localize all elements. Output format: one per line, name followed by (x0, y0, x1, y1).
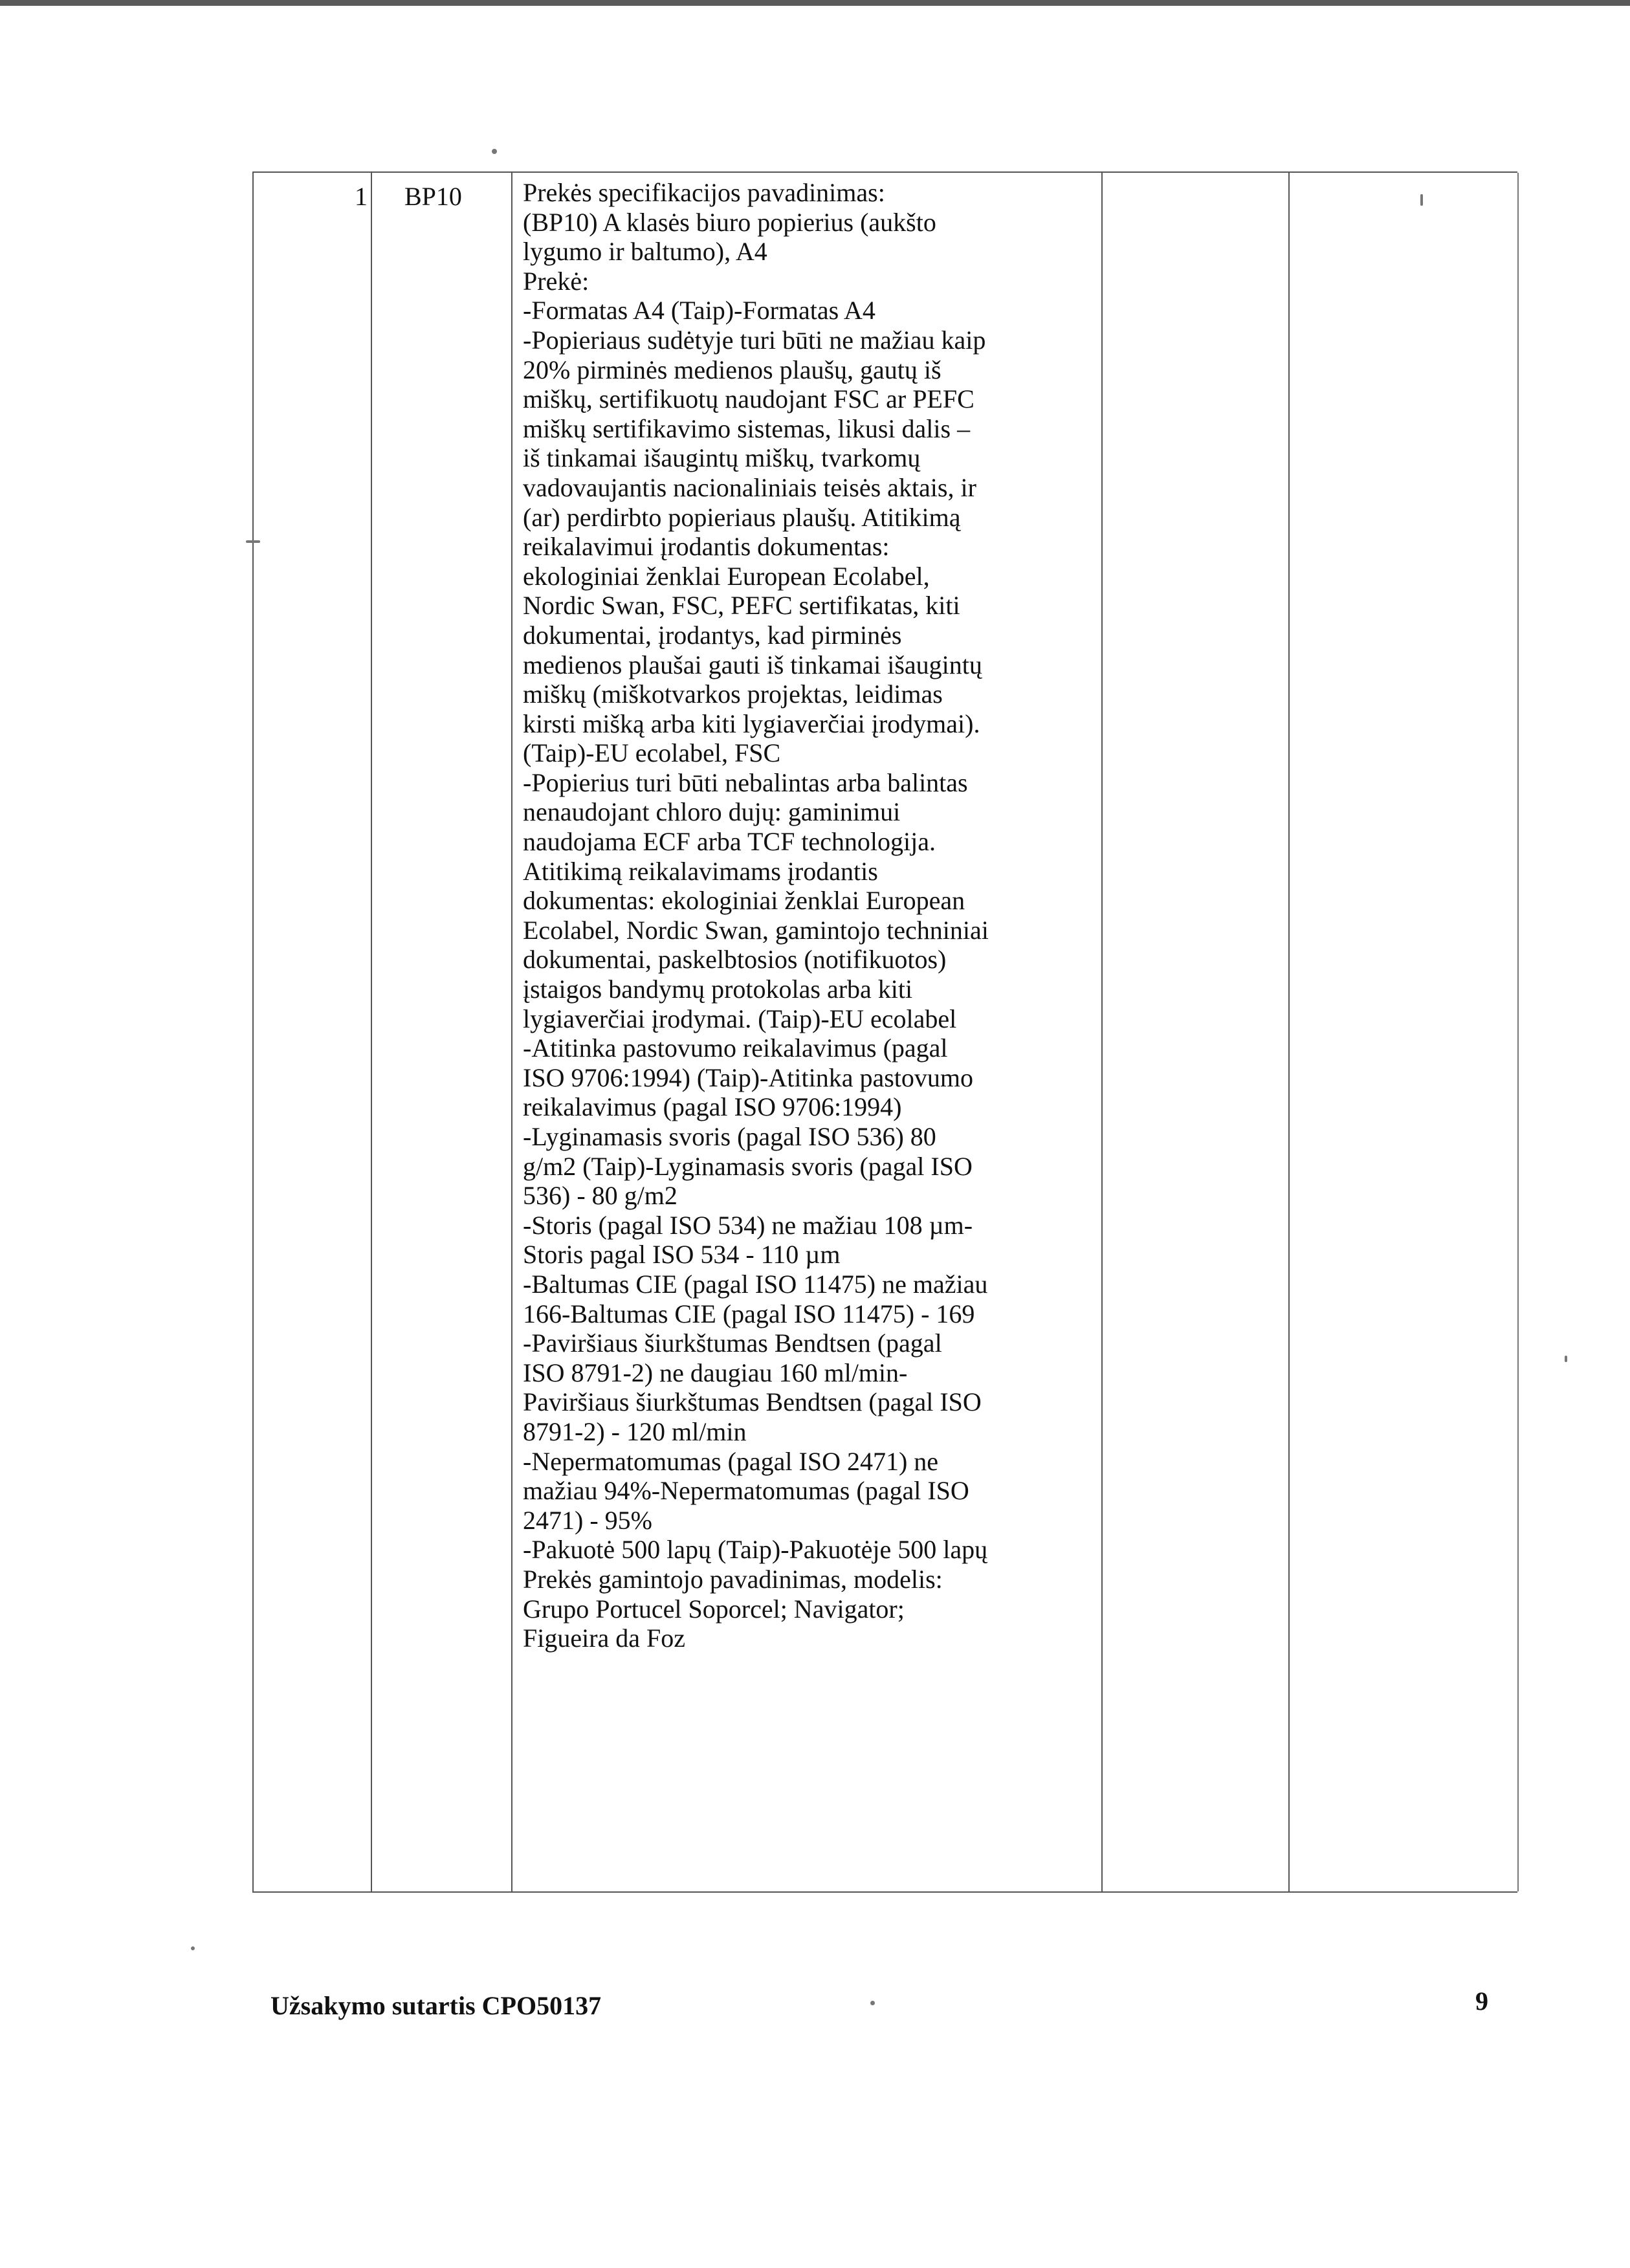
table-divider-code (511, 173, 512, 1891)
spec-line: -Atitinka pastovumo reikalavimus (pagal (523, 1033, 948, 1063)
spec-line: dokumentas: ekologiniai ženklai European (523, 886, 965, 916)
spec-line: reikalavimus (pagal ISO 9706:1994) (523, 1092, 902, 1122)
spec-line: g/m2 (Taip)-Lyginamasis svoris (pagal ISO (523, 1151, 973, 1181)
spec-line: -Popieriaus sudėtyje turi būti ne mažiau kaip (523, 325, 986, 355)
scan-speck (870, 2001, 875, 2005)
page-number: 9 (1475, 1987, 1488, 2016)
scan-speck (191, 1946, 195, 1950)
spec-line: (ar) perdirbto popieriaus plaušų. Atitikimą (523, 502, 961, 532)
scan-speck (1420, 194, 1423, 206)
spec-line: Grupo Portucel Soporcel; Navigator; (523, 1594, 905, 1624)
item-code: BP10 (404, 182, 462, 211)
spec-line: medienos plaušai gauti iš tinkamai išaugintų (523, 650, 982, 679)
spec-line: -Storis (pagal ISO 534) ne mažiau 108 µm- (523, 1210, 973, 1240)
spec-line: 166-Baltumas CIE (pagal ISO 11475) - 169 (523, 1299, 975, 1328)
spec-line: -Lyginamasis svoris (pagal ISO 536) 80 (523, 1122, 936, 1151)
spec-line: kirsti mišką arba kiti lygiaverčiai įrodymai). (523, 709, 980, 738)
spec-line: mažiau 94%-Nepermatomumas (pagal ISO (523, 1476, 969, 1506)
specification-table (252, 171, 1517, 1893)
spec-line: 536) - 80 g/m2 (523, 1181, 677, 1211)
spec-line: naudojama ECF arba TCF technologija. (523, 827, 936, 857)
scan-top-edge (0, 0, 1630, 6)
spec-line: Prekės gamintojo pavadinimas, modelis: (523, 1564, 943, 1594)
spec-line: 2471) - 95% (523, 1505, 652, 1535)
spec-line: lygumo ir baltumo), A4 (523, 237, 767, 267)
spec-line: -Pakuotė 500 lapų (Taip)-Pakuotėje 500 lapų (523, 1535, 988, 1565)
spec-line: miškų, sertifikuotų naudojant FSC ar PEFC (523, 384, 975, 414)
spec-line: nenaudojant chloro dujų: gaminimui (523, 797, 901, 827)
spec-line: -Formatas A4 (Taip)-Formatas A4 (523, 296, 876, 325)
table-border-left (252, 173, 254, 1891)
contract-label: Užsakymo sutartis CPO50137 (270, 1991, 602, 2020)
spec-line: Storis pagal ISO 534 - 110 µm (523, 1240, 841, 1270)
spec-line: Atitikimą reikalavimams įrodantis (523, 856, 878, 886)
spec-line: lygiaverčiai įrodymai. (Taip)-EU ecolabel (523, 1004, 957, 1033)
spec-line: -Baltumas CIE (pagal ISO 11475) ne mažiau (523, 1269, 988, 1299)
spec-line: (Taip)-EU ecolabel, FSC (523, 738, 781, 768)
spec-line: vadovaujantis nacionaliniais teisės aktais, ir (523, 472, 976, 502)
spec-line: -Nepermatomumas (pagal ISO 2471) ne (523, 1446, 939, 1476)
spec-line: ISO 8791-2) ne daugiau 160 ml/min- (523, 1358, 908, 1387)
scan-speck (246, 540, 260, 543)
spec-line: miškų sertifikavimo sistemas, likusi dalis – (523, 413, 971, 443)
specification-text (523, 178, 1364, 1653)
spec-line: Ecolabel, Nordic Swan, gamintojo techniniai (523, 915, 989, 945)
spec-line: -Paviršiaus šiurkštumas Bendtsen (pagal (523, 1328, 942, 1358)
spec-line: Figueira da Foz (523, 1624, 686, 1653)
spec-line: 8791-2) - 120 ml/min (523, 1416, 747, 1446)
spec-line: miškų (miškotvarkos projektas, leidimas (523, 679, 943, 709)
spec-line: reikalavimui įrodantis dokumentas: (523, 532, 890, 562)
spec-line: Prekės specifikacijos pavadinimas: (523, 178, 885, 207)
row-number: 1 (355, 182, 368, 211)
spec-line: 20% pirminės medienos plaušų, gautų iš (523, 355, 942, 384)
spec-line: Nordic Swan, FSC, PEFC sertifikatas, kiti (523, 591, 960, 621)
scan-speck (1565, 1356, 1567, 1362)
spec-line: įstaigos bandymų protokolas arba kiti (523, 974, 913, 1004)
scan-speck (492, 149, 497, 154)
spec-line: Prekė: (523, 266, 589, 296)
spec-line: (BP10) A klasės biuro popierius (aukšto (523, 207, 936, 237)
spec-line: iš tinkamai išaugintų miškų, tvarkomų (523, 443, 921, 473)
spec-line: -Popierius turi būti nebalintas arba balintas (523, 767, 968, 797)
spec-line: ekologiniai ženklai European Ecolabel, (523, 561, 930, 591)
spec-line: dokumentai, įrodantys, kad pirminės (523, 620, 902, 650)
table-divider-number (371, 173, 372, 1891)
spec-line: ISO 9706:1994) (Taip)-Atitinka pastovumo (523, 1062, 973, 1092)
table-border-right (1517, 173, 1519, 1891)
spec-line: dokumentai, paskelbtosios (notifikuotos) (523, 945, 947, 974)
spec-line: Paviršiaus šiurkštumas Bendtsen (pagal ISO (523, 1387, 982, 1417)
